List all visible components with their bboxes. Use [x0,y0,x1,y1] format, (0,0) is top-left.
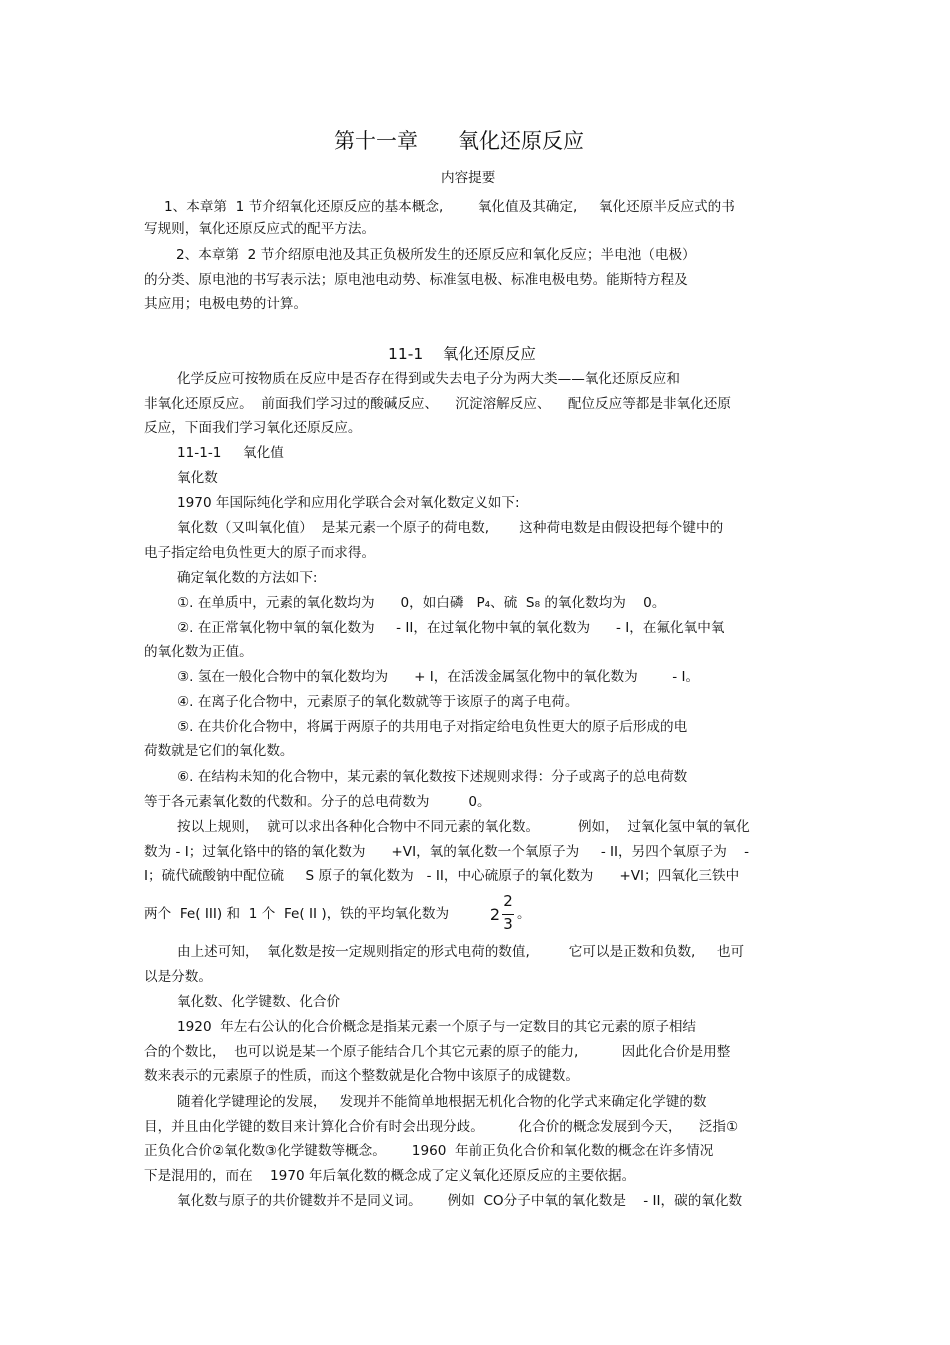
paragraph-line: 写规则，氧化还原反应式的配平方法。 [144,221,376,237]
rule-item: ②. 在正常氧化物中氧的氧化数为 - II，在过氧化物中氧的氧化数为 - I，在氟化氧中氧 [177,620,725,636]
rule-item: ⑤. 在共价化合物中，将属于两原子的共用电子对指定给电负性更大的原子后形成的电 [177,719,688,735]
paragraph-line: 非氧化还原反应。 前面我们学习过的酸碱反应、 沉淀溶解反应、 配位反应等都是非氧化还原 [144,396,731,412]
paragraph-line: 数来表示的元素原子的性质，而这个整数就是化合物中该原子的成键数。 [144,1068,579,1084]
rule-item: ①. 在单质中，元素的氧化数均为 0，如白磷 P₄、硫 S₈ 的氧化数均为 0。 [177,595,666,611]
paragraph-line: 数为 - I；过氧化铬中的铬的氧化数为 +VI，氧的氧化数一个氧原子为 - II，另四个氧原子为 - [144,844,749,860]
fraction-numerator: 2 [503,892,513,910]
rule-item: ④. 在离子化合物中，元素原子的氧化数就等于该原子的离子电荷。 [177,694,579,710]
paragraph-line: I；硫代硫酸钠中配位硫 S 原子的氧化数为 - II，中心硫原子的氧化数为 +VI；四氧化三铁中 [144,868,740,884]
rule-item: 等于各元素氧化数的代数和。分子的总电荷数为 0。 [144,794,491,810]
section-title: 11-1 氧化还原反应 [388,345,536,363]
summary-heading: 内容提要 [441,170,496,186]
rule-item: 的氧化数为正值。 [144,644,253,660]
paragraph-line: 按以上规则， 就可以求出各种化合物中不同元素的氧化数。 例如， 过氧化氢中氧的氧化 [177,819,750,835]
paragraph-line: 氧化数与原子的共价键数并不是同义词。 例如 CO分子中氧的氧化数是 - II，碳的氧化数 [177,1193,743,1209]
paragraph-line: 正负化合价②氧化数③化学键数等概念。 1960 年前正负化合价和氧化数的概念在许多情况 [144,1143,714,1159]
paragraph-line: 合的个数比， 也可以说是某一个原子能结合几个其它元素的原子的能力, 因此化合价是用整 [144,1044,731,1060]
chapter-title: 第十一章 氧化还原反应 [334,129,585,153]
paragraph-line: 以是分数。 [144,969,212,985]
paragraph-line: 随着化学键理论的发展， 发现并不能简单地根据无机化合物的化学式来确定化学键的数 [177,1094,707,1110]
paragraph-line: 两个 Fe( III) 和 1 个 Fe( II )，铁的平均氧化数为 [144,906,450,922]
rule-item: ③. 氢在一般化合物中的氧化数均为 + I，在活泼金属氢化物中的氧化数为 - I。 [177,669,700,685]
rule-item: 荷数就是它们的氧化数。 [144,743,294,759]
rule-item: ⑥. 在结构未知的化合物中，某元素的氧化数按下述规则求得：分子或离子的总电荷数 [177,769,688,785]
fraction-whole: 2 [489,905,501,924]
paragraph-line: 1、本章第 1 节介绍氧化还原反应的基本概念, 氧化值及其确定, 氧化还原半反应式的书 [164,199,735,215]
fraction-denominator: 3 [503,915,513,933]
paragraph-line: 的分类、原电池的书写表示法；原电池电动势、标准氢电极、标准电极电势。能斯特方程及 [144,272,688,288]
paragraph-line: 由上述可知， 氧化数是按一定规则指定的形式电荷的数值, 它可以是正数和负数, 也可 [177,944,745,960]
subsection-heading: 氧化数、化学键数、化合价 [177,994,341,1010]
subsection-heading: 11-1-1 氧化值 [177,445,284,461]
paragraph-line: 1970 年国际纯化学和应用化学联合会对氧化数定义如下: [177,495,520,511]
paragraph-line: 化学反应可按物质在反应中是否存在得到或失去电子分为两大类——氧化还原反应和 [177,371,680,387]
paragraph-line: 其应用；电极电势的计算。 [144,296,308,312]
paragraph-line: 确定氧化数的方法如下: [177,570,318,586]
paragraph-line: 下是混用的，而在 1970 年后氧化数的概念成了定义氧化还原反应的主要依据。 [144,1168,636,1184]
paragraph-line: 反应，下面我们学习氧化还原反应。 [144,420,362,436]
paragraph-line: 氧化数（又叫氧化值） 是某元素一个原子的荷电数, 这种荷电数是由假设把每个键中的 [177,520,724,536]
paragraph-line: 1920 年左右公认的化合价概念是指某元素一个原子与一定数目的其它元素的原子相结 [177,1019,697,1035]
paragraph-line: 电子指定给电负性更大的原子而求得。 [144,545,376,561]
subsection-heading: 氧化数 [177,470,218,486]
fraction-end: 。 [517,906,531,922]
paragraph-line: 2、本章第 2 节介绍原电池及其正负极所发生的还原反应和氧化反应；半电池（电极） [176,247,696,263]
paragraph-line: 目，并且由化学键的数目来计算化合价有时会出现分歧。 化合价的概念发展到今天， 泛指① [144,1119,739,1135]
